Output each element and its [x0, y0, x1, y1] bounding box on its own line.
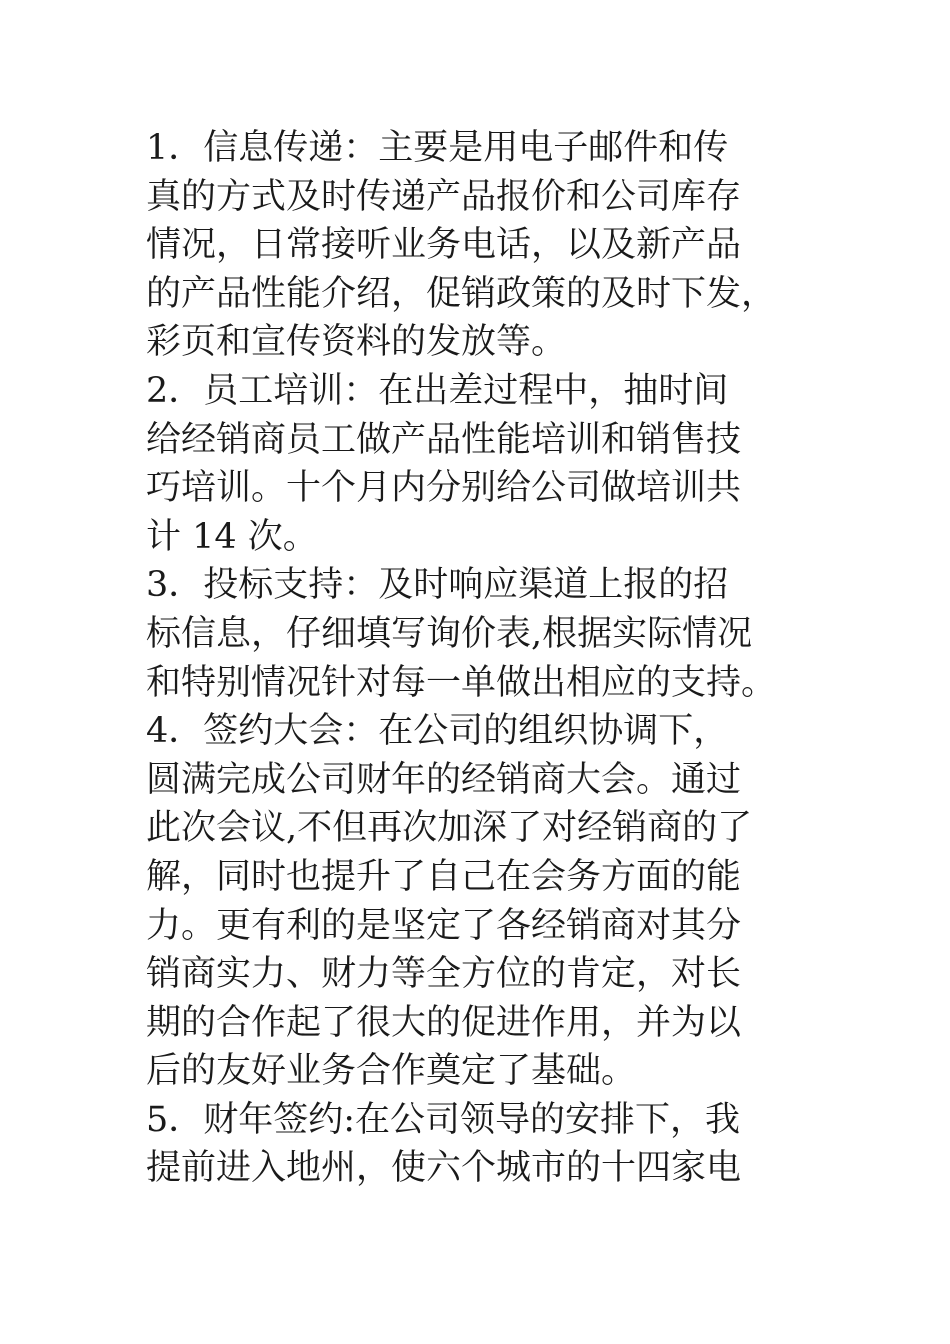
text-line: 的产品性能介绍，促销政策的及时下发， — [146, 273, 777, 314]
text-line: 计 14 次。 — [146, 516, 318, 557]
text-line: 1．信息传递：主要是用电子邮件和传 — [146, 128, 729, 168]
text-line: 销商实力、财力等全方位的肯定，对长 — [146, 954, 742, 995]
text-line: 提前进入地州，使六个城市的十四家电 — [146, 1148, 742, 1189]
text-line: 圆满完成公司财年的经销商大会。通过 — [146, 759, 742, 800]
text-line: 真的方式及时传递产品报价和公司库存 — [146, 176, 742, 217]
text-line: 后的友好业务合作奠定了基础。 — [146, 1051, 637, 1092]
text-line: 力。更有利的是坚定了各经销商对其分 — [146, 905, 742, 946]
text-line: 标信息，仔细填写询价表,根据实际情况 — [146, 613, 753, 654]
text-line: 4．签约大会：在公司的组织协调下， — [146, 711, 729, 752]
document-body — [146, 124, 826, 1193]
text-line: 和特别情况针对每一单做出相应的支持。 — [146, 662, 777, 703]
text-line: 此次会议,不但再次加深了对经销商的了 — [146, 808, 753, 849]
text-line: 5．财年签约:在公司领导的安排下，我 — [146, 1099, 741, 1140]
text-line: 3．投标支持：及时响应渠道上报的招 — [146, 565, 729, 606]
text-line: 期的合作起了很大的促进作用，并为以 — [146, 1002, 742, 1043]
text-line: 巧培训。十个月内分别给公司做培训共 — [146, 468, 742, 509]
text-line: 2．员工培训：在出差过程中，抽时间 — [146, 370, 729, 411]
text-line: 彩页和宣传资料的发放等。 — [146, 322, 567, 363]
text-line: 解，同时也提升了自己在会务方面的能 — [146, 856, 742, 897]
text-line: 情况，日常接听业务电话，以及新产品 — [146, 225, 742, 266]
text-line: 给经销商员工做产品性能培训和销售技 — [146, 419, 742, 460]
